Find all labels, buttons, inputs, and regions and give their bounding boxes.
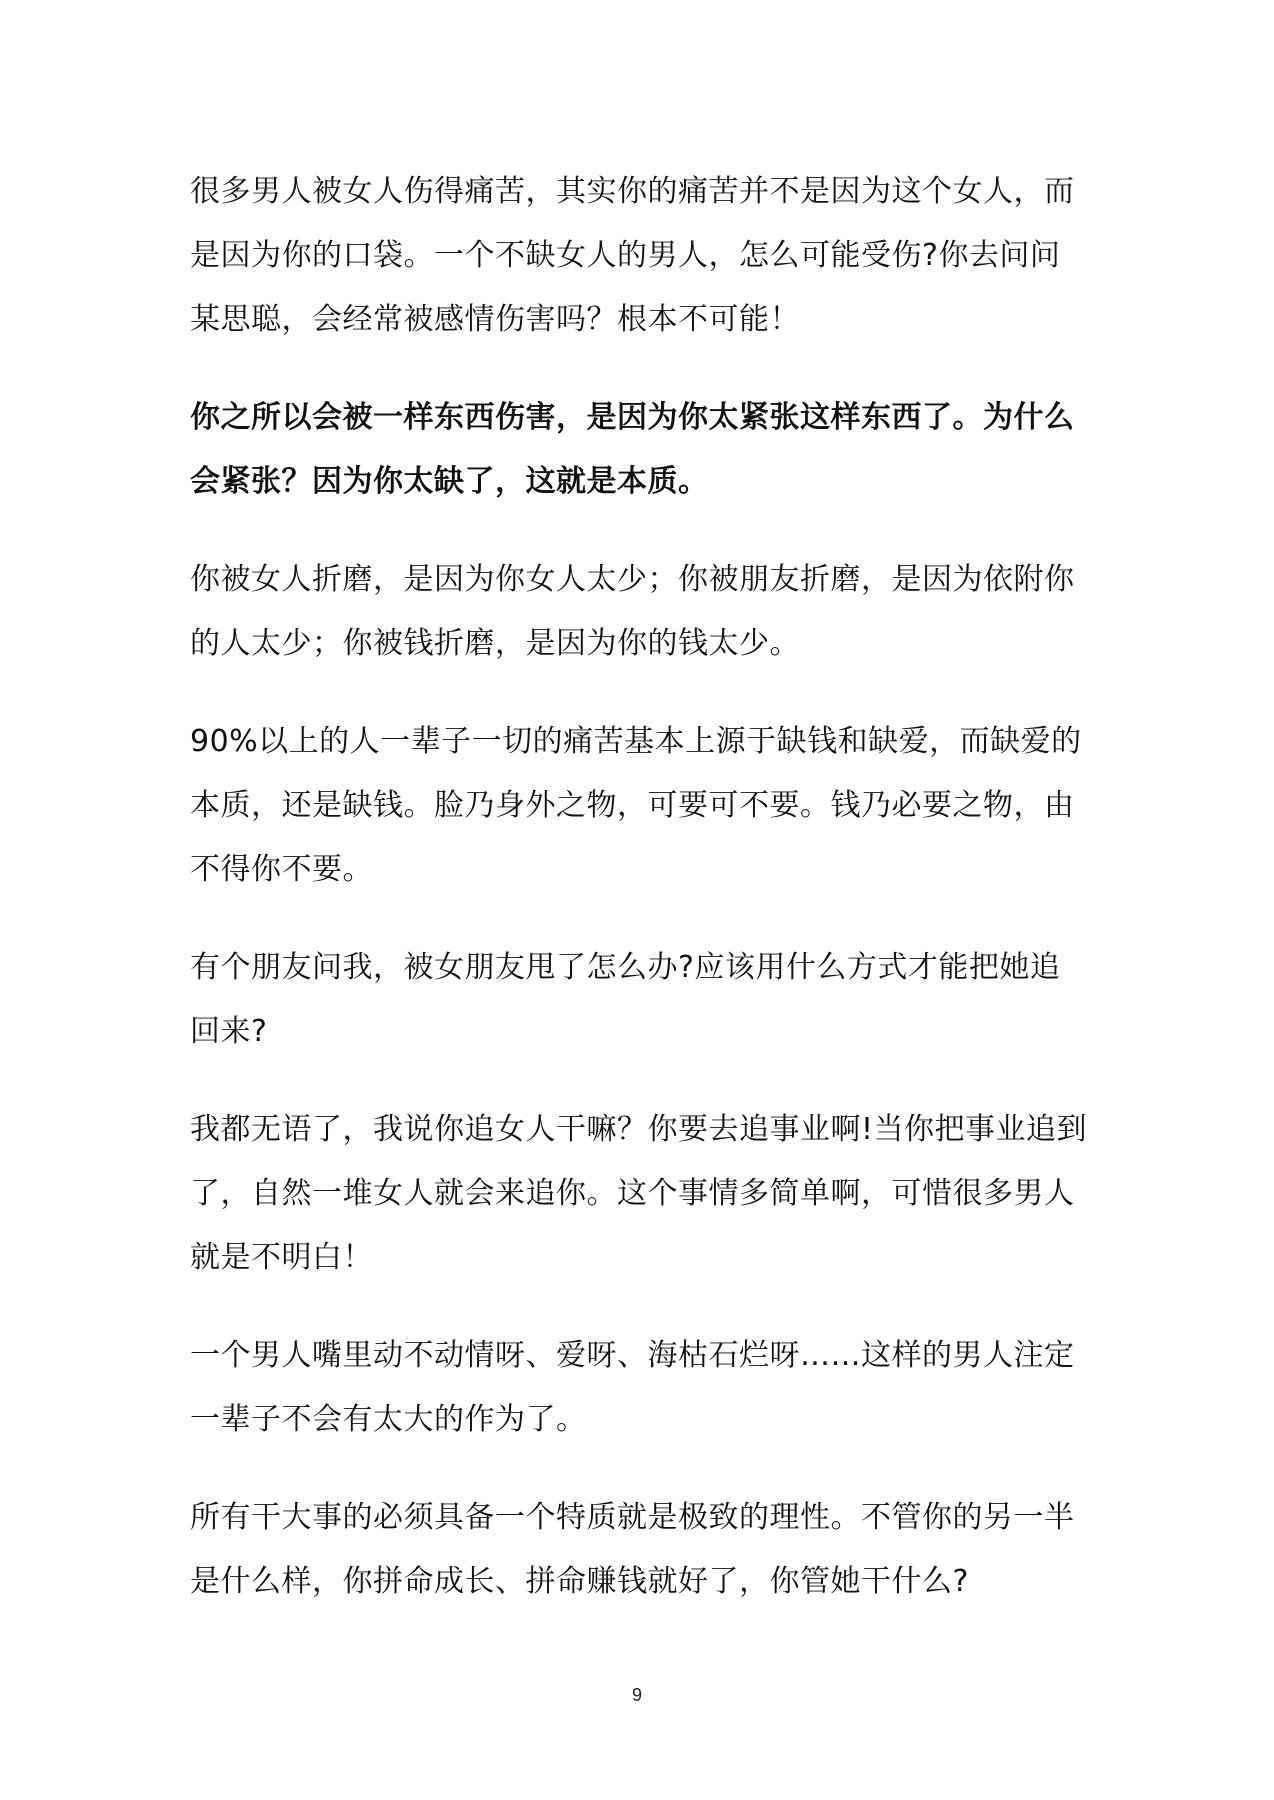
paragraph-5: 有个朋友问我，被女朋友甩了怎么办?应该用什么方式才能把她追回来? (190, 950, 1061, 1049)
paragraph-6: 我都无语了，我说你追女人干嘛？你要去追事业啊!当你把事业追到了，自然一堆女人就会来追你。这个事情多简单啊，可惜很多男人就是不明白！ (190, 1112, 1088, 1275)
paragraph-8: 所有干大事的必须具备一个特质就是极致的理性。不管你的另一半是什么样，你拼命成长、拼命赚钱就好了，你管她干什么? (190, 1500, 1075, 1599)
body-text (190, 160, 1090, 1648)
paragraph-7: 一个男人嘴里动不动情呀、爱呀、海枯石烂呀……这样的男人注定一辈子不会有太大的作为了。 (190, 1338, 1075, 1437)
paragraph-2-bold: 你之所以会被一样东西伤害，是因为你太紧张这样东西了。为什么会紧张？因为你太缺了，这就是本质。 (190, 400, 1075, 499)
page-number: 9 (631, 1685, 642, 1705)
paragraph-4: 90%以上的人一辈子一切的痛苦基本上源于缺钱和缺爱，而缺爱的本质，还是缺钱。脸乃身外之物，可要可不要。钱乃必要之物，由不得你不要。 (190, 724, 1082, 887)
paragraph-3: 你被女人折磨，是因为你女人太少；你被朋友折磨，是因为依附你的人太少；你被钱折磨，是因为你的钱太少。 (190, 562, 1075, 661)
paragraph-1: 很多男人被女人伤得痛苦，其实你的痛苦并不是因为这个女人，而是因为你的口袋。一个不缺女人的男人，怎么可能受伤?你去问问某思聪，会经常被感情伤害吗？根本不可能！ (190, 174, 1075, 337)
